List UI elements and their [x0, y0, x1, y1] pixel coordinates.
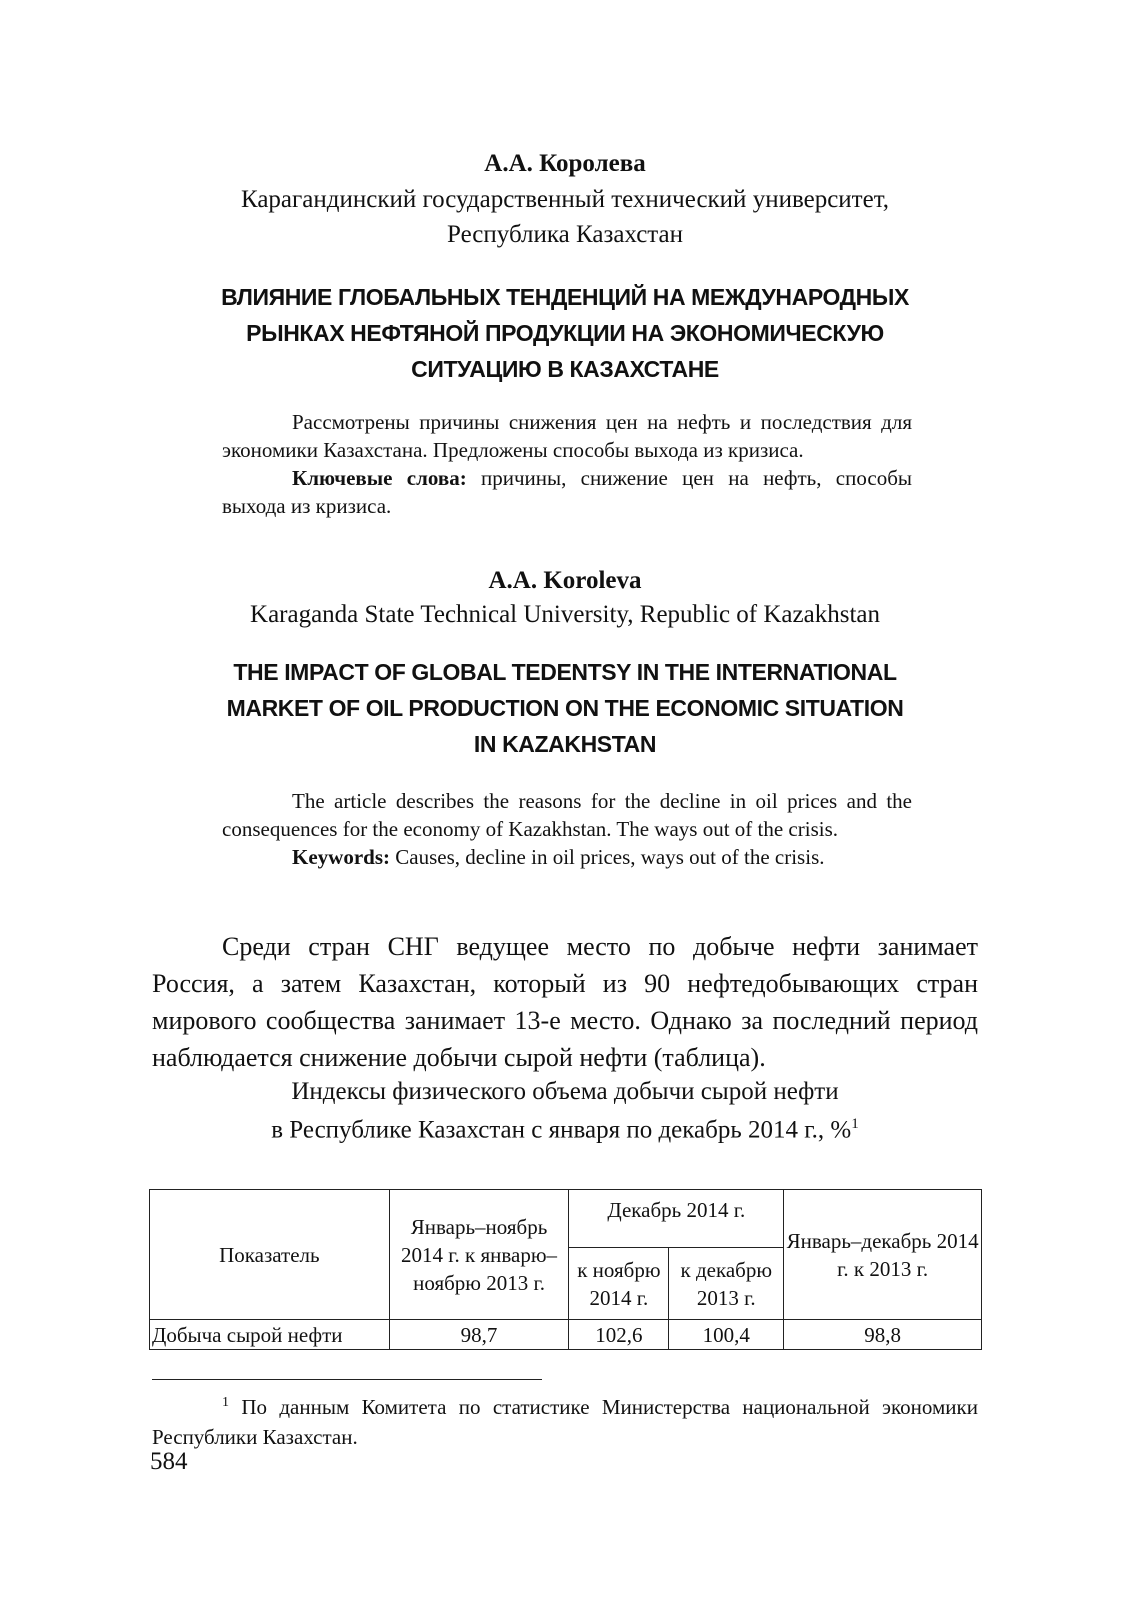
footnote-mark: 1 — [222, 1395, 229, 1410]
table-caption-line1: Индексы физического объема добычи сырой нефти — [291, 1078, 839, 1105]
page-number: 584 — [150, 1448, 188, 1475]
title-ru — [180, 279, 950, 387]
header-dec-2014: Декабрь 2014 г. — [569, 1190, 784, 1248]
abstract-en — [222, 787, 912, 871]
keywords-ru-text: причины, снижение цен на нефть, способы выхода из кризиса. — [222, 466, 912, 518]
keywords-ru-label: Ключевые слова: — [292, 466, 467, 490]
affiliation-ru — [0, 182, 1130, 252]
keywords-en-label: Keywords: — [292, 845, 390, 869]
author-ru: А.А. Королева — [484, 150, 646, 177]
table-caption-line2 — [0, 1108, 1130, 1146]
header-indicator: Показатель — [150, 1190, 390, 1320]
table-header-row-1 — [150, 1190, 982, 1248]
abstract-ru-text: Рассмотрены причины снижения цен на нефть и последствия для экономики Казахстана. Предложены способы выхода из кризиса. — [222, 410, 912, 462]
data-table — [149, 1189, 982, 1350]
header-to-dec: к декабрю 2013 г. — [669, 1248, 784, 1320]
title-ru-line3: СИТУАЦИЮ В КАЗАХСТАНЕ — [411, 356, 719, 382]
abstract-en-text: The article describes the reasons for the decline in oil prices and the consequences for the economy of Kazakhstan. The ways out of the crisis. — [222, 789, 912, 841]
abstract-ru — [222, 408, 912, 520]
keywords-en — [222, 843, 912, 871]
cell-to-nov: 102,6 — [569, 1320, 669, 1350]
author-en: A.A. Koroleva — [488, 567, 642, 594]
title-ru-line1: ВЛИЯНИЕ ГЛОБАЛЬНЫХ ТЕНДЕНЦИЙ НА МЕЖДУНАРОДНЫХ — [221, 284, 909, 310]
table-row — [150, 1320, 982, 1350]
title-en — [180, 654, 950, 762]
body-text — [152, 928, 978, 1076]
header-jan-dec: Январь–декабрь 2014 г. к 2013 г. — [784, 1190, 982, 1320]
keywords-ru — [222, 464, 912, 520]
table-caption-line2-text: в Республике Казахстан с января по декабрь 2014 г., % — [271, 1116, 852, 1144]
affiliation-en: Karaganda State Technical University, Republic of Kazakhstan — [250, 601, 880, 628]
cell-to-dec: 100,4 — [669, 1320, 784, 1350]
cell-jan-nov: 98,7 — [389, 1320, 569, 1350]
title-en-line1: THE IMPACT OF GLOBAL TEDENTSY IN THE INTERNATIONAL — [233, 659, 897, 685]
keywords-en-text: Causes, decline in oil prices, ways out of the crisis. — [390, 845, 825, 869]
footnote — [152, 1388, 978, 1452]
affiliation-ru-line1: Карагандинский государственный технический университет, — [240, 186, 889, 213]
footnote-rule — [152, 1379, 542, 1380]
footnote-text-line — [152, 1388, 978, 1452]
cell-jan-dec: 98,8 — [784, 1320, 982, 1350]
affiliation-ru-line2: Республика Казахстан — [447, 221, 683, 248]
body-paragraph: Среди стран СНГ ведущее место по добыче нефти занимает Россия, а затем Казахстан, который из 90 нефтедобывающих стран мирового сообщества занимает 13-е место. Однако за последний период наблюдается снижение добычи сырой нефти (таблица). — [152, 932, 978, 1072]
title-ru-line2: РЫНКАХ НЕФТЯНОЙ ПРОДУКЦИИ НА ЭКОНОМИЧЕСКУЮ — [246, 320, 884, 346]
title-en-line3: IN KAZAKHSTAN — [473, 731, 657, 757]
header-to-nov: к ноябрю 2014 г. — [569, 1248, 669, 1320]
table-caption-footnote-mark: 1 — [851, 1116, 859, 1132]
footnote-text: По данным Комитета по статистике Министерства национальной экономики Республики Казахстан. — [152, 1395, 978, 1449]
table-caption — [0, 1075, 1130, 1146]
cell-indicator: Добыча сырой нефти — [150, 1320, 390, 1350]
title-en-line2: MARKET OF OIL PRODUCTION ON THE ECONOMIC SITUATION — [226, 695, 904, 721]
header-jan-nov: Январь–ноябрь 2014 г. к январю–ноябрю 2013 г. — [389, 1190, 569, 1320]
